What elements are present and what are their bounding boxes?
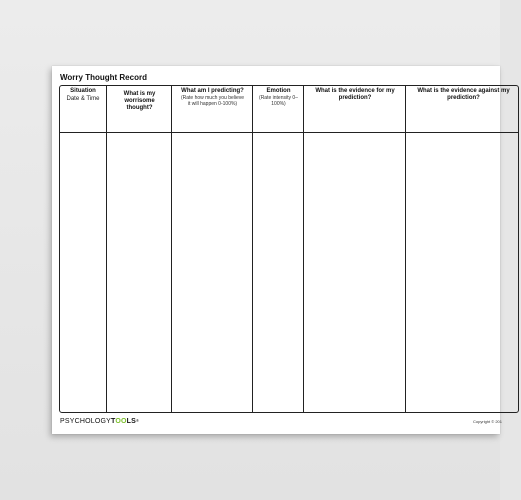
copyright-text: Copyright © 201 [473, 419, 502, 424]
logo-t: T [111, 418, 116, 425]
column-subtitle: (Rate intensity 0–100%) [259, 95, 298, 107]
column-header [172, 88, 253, 107]
column-subtitle: (Rate how much you believe it will happen 0-100%) [180, 95, 245, 107]
column-header [253, 88, 304, 107]
column-header [107, 91, 172, 112]
column-evidence-against [405, 86, 521, 412]
column-worrisome-thought [106, 86, 172, 412]
column-header [406, 88, 521, 102]
column-title: What is my worrisome thought? [123, 91, 156, 111]
worksheet-page [52, 66, 510, 434]
column-title: What is the evidence against my prediction? [417, 88, 510, 101]
column-title: What is the evidence for my prediction? [315, 88, 395, 101]
logo-psychology: PSYCHOLOGY [60, 418, 112, 425]
column-title: Emotion [266, 88, 291, 94]
logo-oo: OO [115, 418, 127, 425]
column-emotion [252, 86, 304, 412]
column-prediction [171, 86, 253, 412]
column-header [304, 88, 406, 102]
logo-ls: LS [126, 418, 137, 425]
column-evidence-for [303, 86, 406, 412]
column-situation [60, 86, 106, 412]
column-title: What am I predicting? [181, 88, 244, 94]
column-subtitle: Date & Time [66, 96, 100, 102]
logo-registered-mark: ® [136, 418, 140, 423]
column-title: Situation [70, 88, 96, 94]
psychology-tools-logo [60, 418, 139, 425]
column-header [60, 88, 106, 103]
thought-record-table [59, 85, 519, 413]
worksheet-title: Worry Thought Record [60, 73, 147, 82]
